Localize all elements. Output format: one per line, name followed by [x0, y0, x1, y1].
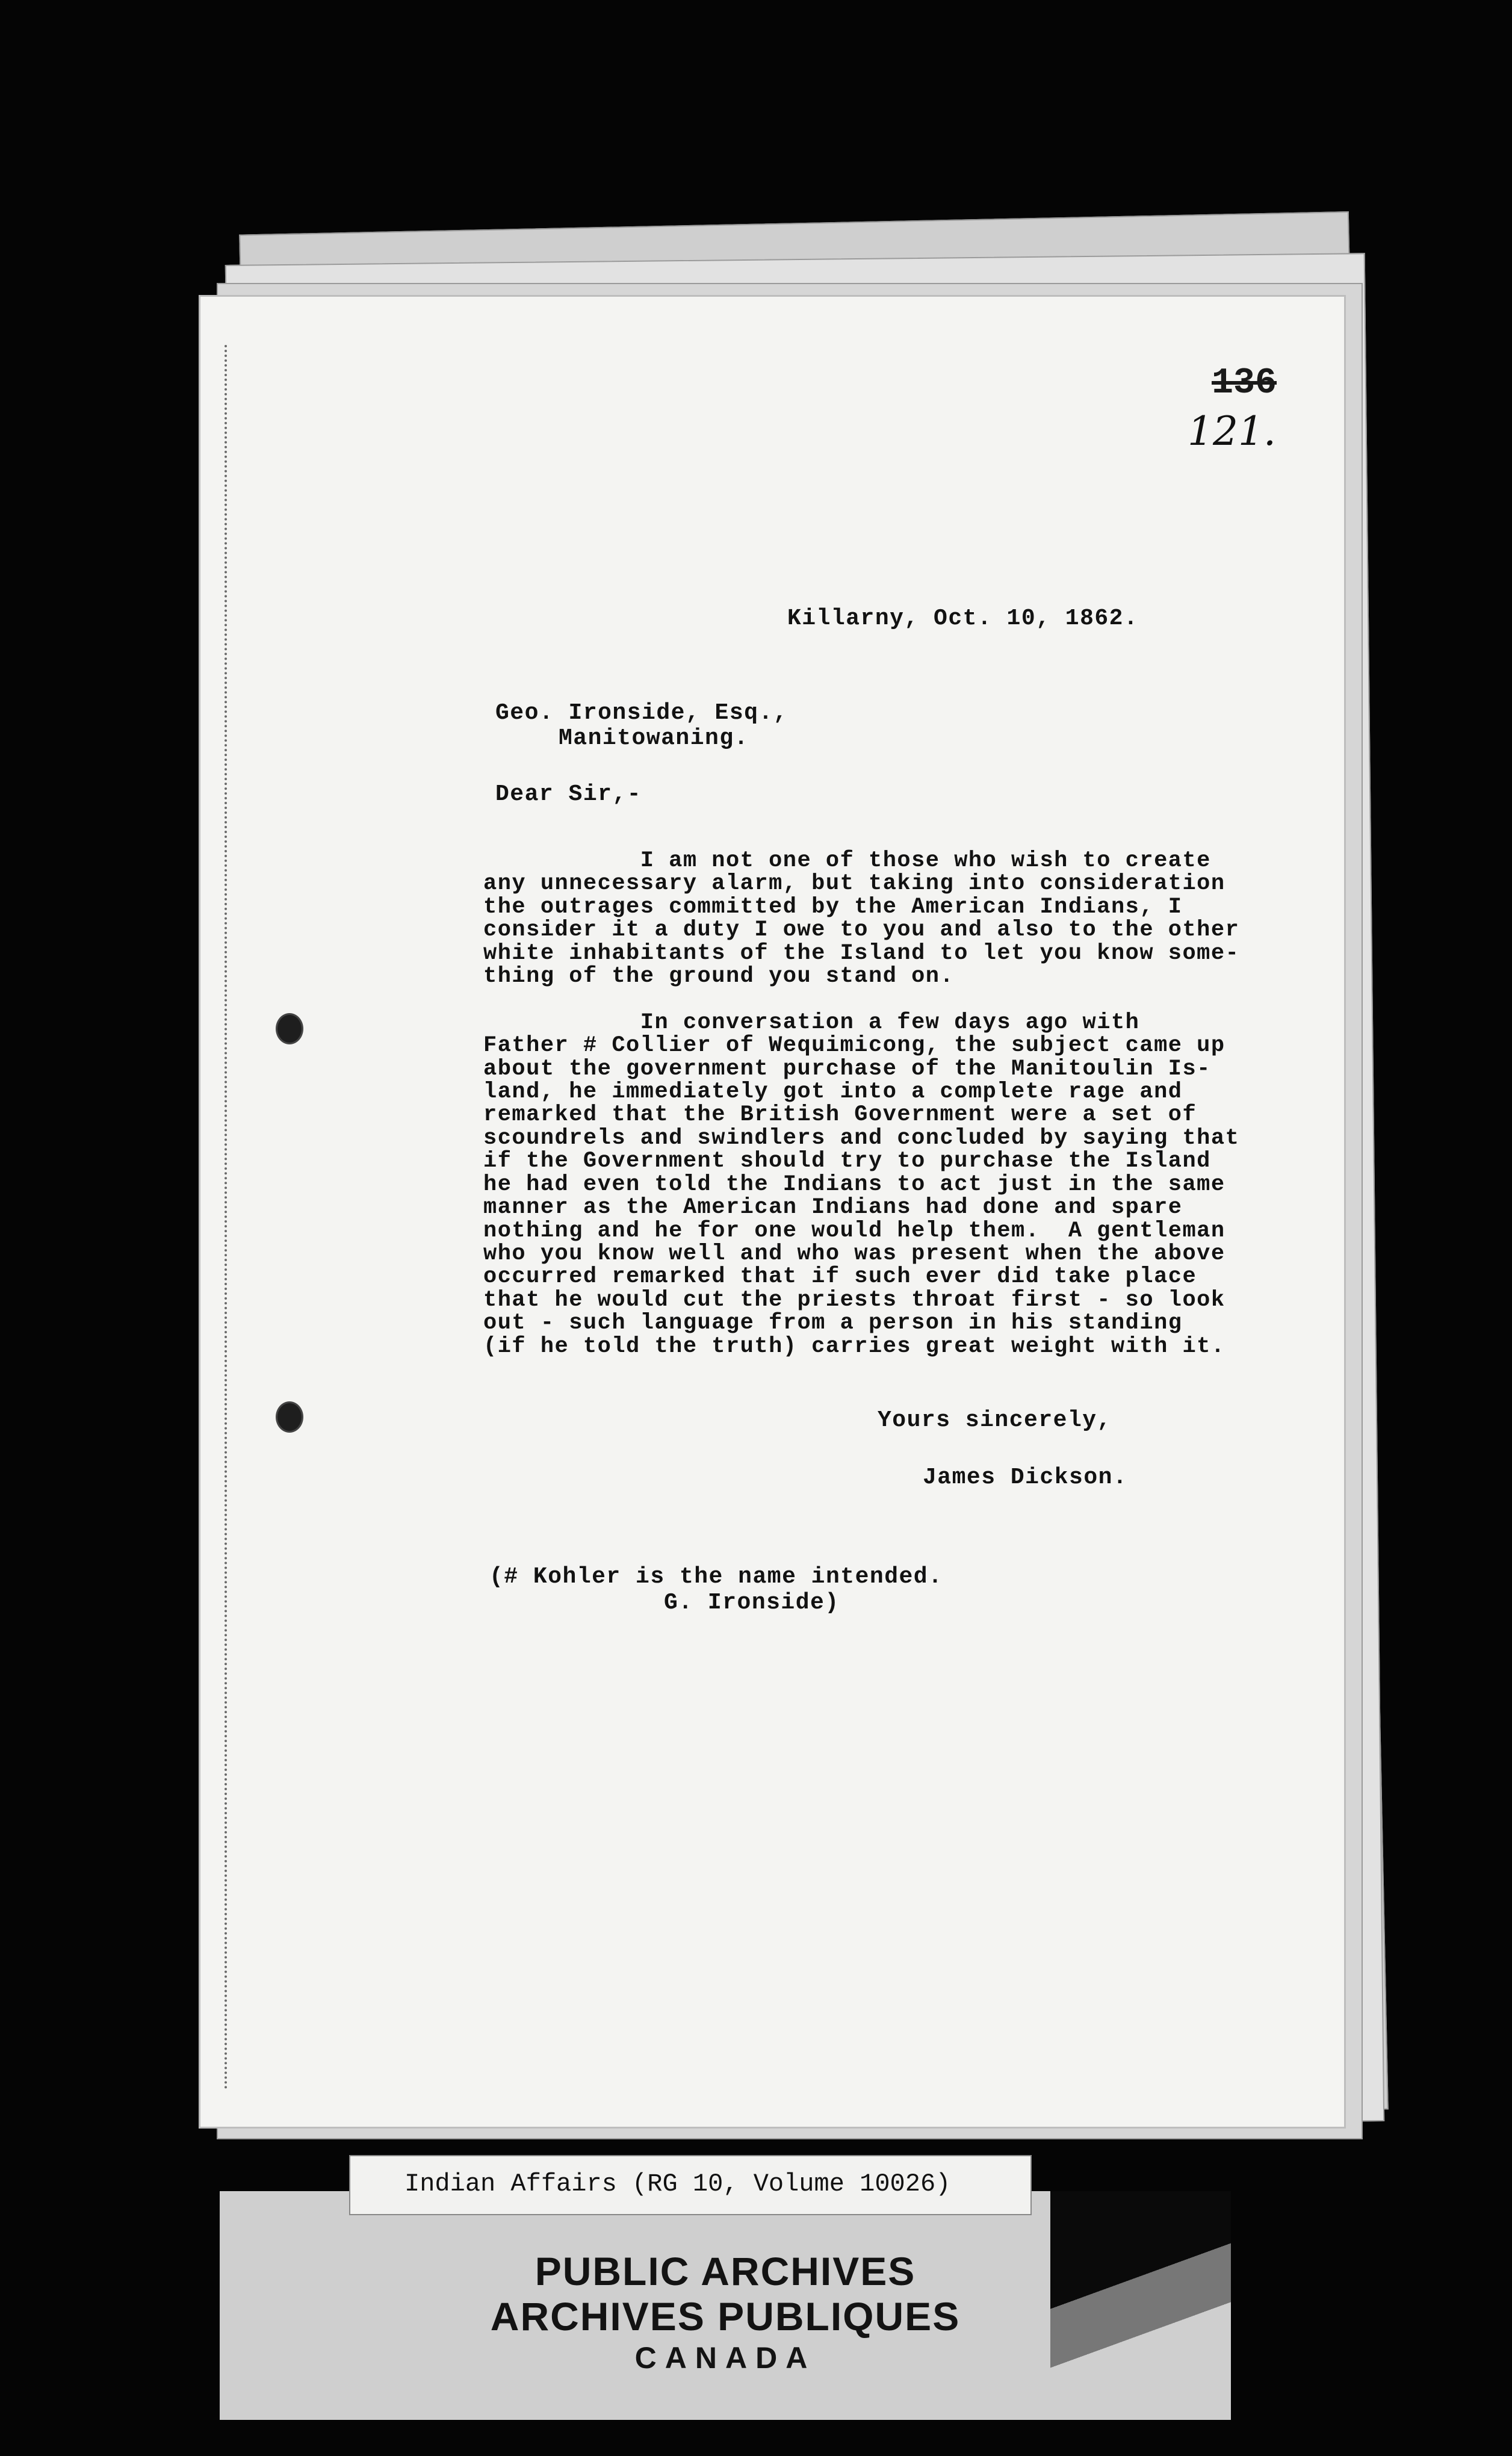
folio-number: 121. — [1188, 408, 1276, 454]
stamp-line-2: ARCHIVES PUBLIQUES — [490, 2294, 961, 2339]
footnote-line-2: G. Ironside) — [664, 1590, 840, 1616]
archives-stamp — [220, 2191, 1231, 2420]
binding-edge — [225, 345, 239, 2091]
closing: Yours sincerely, — [878, 1407, 1112, 1433]
footnote-line-1: (# Kohler is the name intended. — [489, 1564, 943, 1590]
stamp-line-1: PUBLIC ARCHIVES — [534, 2249, 916, 2293]
dateline: Killarny, Oct. 10, 1862. — [787, 606, 1139, 631]
letter-page — [199, 295, 1346, 2129]
punch-hole — [276, 1401, 303, 1433]
punch-hole — [276, 1013, 303, 1044]
recipient-name: Geo. Ironside, Esq., — [495, 700, 789, 726]
archive-reference-label — [349, 2155, 1032, 2215]
signature: James Dickson. — [923, 1465, 1128, 1490]
salutation: Dear Sir,- — [495, 781, 642, 807]
struck-folio-number: 136 — [1212, 363, 1277, 404]
recipient-place: Manitowaning. — [559, 725, 749, 751]
archive-reference-text: Indian Affairs (RG 10, Volume 10026) — [404, 2169, 951, 2198]
letter-body: I am not one of those who wish to create any unnecessary alarm, but taking into consideration the outrages committed by the American Indians, I consider it a duty I owe to you and also to the other white inhabitants of the Island to let you know some- thing of the ground you stand on. In conversation a few days ago with Father # Collier of Wequimicong, the subject came up about the government purchase of the Manitoulin Is- land, he immediately got into a complete rage and remarked that the British Government were a set of scoundrels and swindlers and concluded by saying that if the Government should try to purchase the Island he had even told the Indians to act just in the same manner as the American Indians had done and spare nothing and he for one would help them. A gentleman who you know well and who was present when the above occurred remarked that if such ever did take place that he would cut the priests throat first - so look out - such language from a person in his standing (if he told the truth) carries great weight with it. — [483, 848, 1240, 1359]
stamp-line-3: CANADA — [634, 2341, 816, 2375]
